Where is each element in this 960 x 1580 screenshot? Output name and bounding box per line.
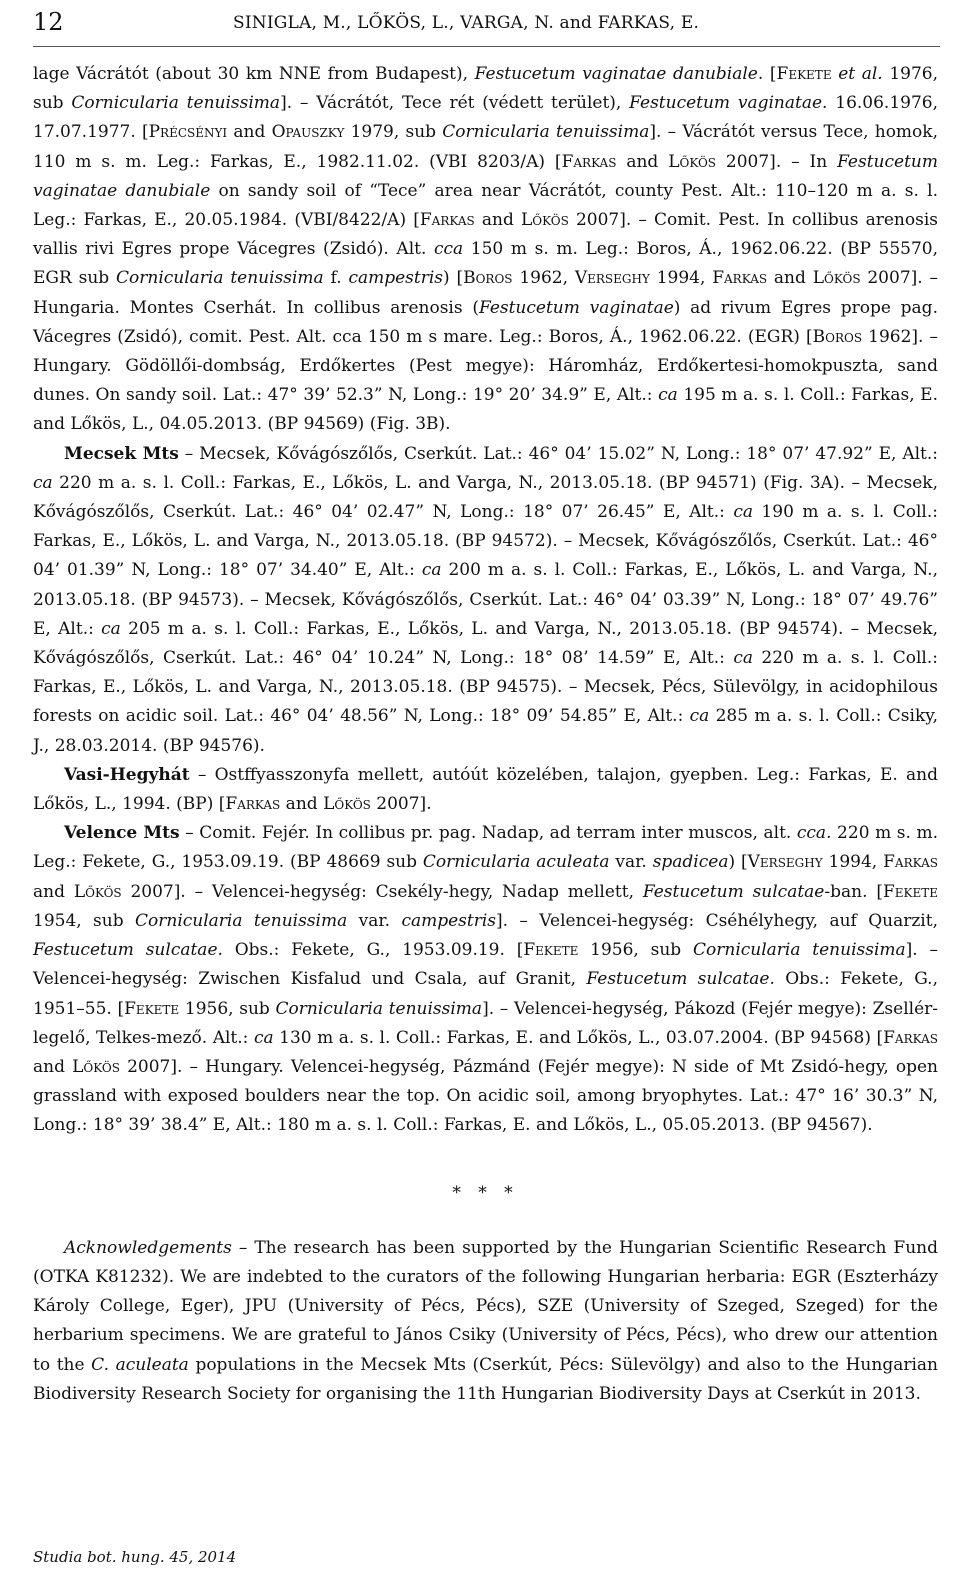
abbreviation: cca.: [796, 823, 832, 844]
text-run: ]. – Vácrátót versus Tece, homok, 110 m s. m. Leg.: Farkas, E., 1982.11.02. (VBI 8203/A) [: [33, 122, 938, 172]
paragraph-velence-mts: [33, 819, 938, 1140]
text-run: 205 m a. s. l. Coll.: Farkas, E., Lőkös, L. and Varga, N., 2013.05.18. (BP 94574). – Mecsek, Kővágószőlős, Cserkút. Lat.: 46° 04’ 10.24” N, Long.: 18° 08’ 14.59” E, Alt.:: [33, 618, 938, 669]
text-run: – Mecsek, Kővágószőlős, Cserkút. Lat.: 46° 04’ 15.02” N, Long.: 18° 07’ 47.92” E, Alt.:: [178, 443, 938, 464]
taxon-name: Cornicularia tenuissima: [693, 940, 906, 961]
taxon-name: Festucetum sulcatae: [642, 881, 825, 902]
text-run: 150 m s. m. Leg.: Boros, Á., 1962.06.22. (BP 55570, EGR sub: [33, 239, 938, 289]
citation-author: Farkas: [883, 1027, 939, 1048]
citation-author: Verseghy: [574, 268, 650, 289]
taxon-name: Cornicularia tenuissima: [116, 268, 324, 289]
text-run: ]. – Velencei-hegység: Cséhélyhegy, auf Quarzit,: [496, 910, 938, 931]
running-head: SINIGLA, M., LŐKÖS, L., VARGA, N. and FARKAS, E.: [233, 13, 700, 33]
abbreviation: ca: [253, 1027, 274, 1048]
citation-author: Précsényi: [148, 122, 228, 143]
text-run: 190 m a. s. l. Coll.: Farkas, E., Lőkös, L. and Varga, N., 2013.05.18. (BP 94572). – Mecsek, Kővágószőlős, Cserkút. Lat.: 46° 04’ 01.39” N, Long.: 18° 07’ 34.40” E, Alt.:: [33, 502, 938, 581]
taxon-name: Cornicularia aculeata: [422, 852, 610, 873]
text-run: populations in the Mecsek Mts (Cserkút, Pécs: Sülevölgy) and also to the Hungarian Biodiversity Research Society for organising the 11th Hungarian Biodiversity Days at Cserkút in 2013.: [33, 1354, 938, 1404]
citation-author: Lőkös: [812, 268, 861, 289]
text-run: ]. – Vácrátót, Tece rét (védett terület),: [280, 93, 630, 114]
region-heading: Velence Mts: [64, 823, 180, 844]
abbreviation: ca: [33, 472, 53, 493]
text-run: 2007]. – Hungaria. Montes Cserhát. In collibus arenosis (: [33, 268, 938, 318]
text-run: ) [: [728, 852, 748, 873]
taxon-name: C. aculeata: [91, 1354, 189, 1375]
section-separator: * * *: [452, 1182, 519, 1203]
abbreviation: ca: [101, 618, 121, 639]
text-run: and: [33, 881, 74, 902]
text-run: ]. – Velencei-hegység: Zwischen Kisfalud und Csala, auf Granit,: [33, 940, 939, 990]
text-run: ) [: [443, 268, 464, 289]
text-run: . [: [757, 64, 777, 84]
body-text: [33, 60, 938, 1409]
text-run: ]. – Velencei-hegység, Pákozd (Fejér megye): Zsellér-legelő, Telkes-mező. Alt.:: [33, 998, 939, 1048]
page-number: 12: [33, 8, 64, 36]
journal-footer: Studia bot. hung. 45, 2014: [33, 1548, 237, 1566]
citation-author: Fekete: [124, 998, 180, 1019]
paragraph-mecsek-mts: [33, 440, 938, 761]
citation-author: Lőkös: [73, 881, 122, 902]
text-run: 2007].: [370, 794, 432, 815]
text-run: Obs.: Fekete, G., 1953.09.19. [: [222, 940, 524, 961]
citation-author: Farkas: [561, 151, 617, 172]
text-run: 1994,: [649, 268, 713, 289]
citation-author: Verseghy: [747, 852, 823, 873]
text-run: 1962,: [512, 268, 575, 289]
text-run: – Comit. Fejér. In collibus pr. pag. Nadap, ad terram inter muscos, alt.: [179, 823, 797, 844]
text-run: and: [767, 268, 813, 289]
page-header: [33, 6, 940, 47]
region-heading: Mecsek Mts: [64, 443, 179, 464]
text-run: 2007]. – Velencei-hegység: Csekély-hegy, Nadap mellett,: [121, 881, 643, 902]
text-run: Obs.: Fekete, G., 1951–55. [: [33, 969, 938, 1019]
text-run: – Ostffyasszonyfa mellett, autóút közelében, talajon, gyepben. Leg.: Farkas, E. and Lőkös, L., 1994. (BP) [: [33, 764, 938, 815]
text-run: 1956, sub: [179, 998, 276, 1019]
taxon-name: Cornicularia tenuissima: [275, 998, 483, 1019]
taxon-name: Festucetum vaginatae danubiale: [33, 151, 938, 201]
taxon-name: campestris: [348, 268, 443, 289]
et-al: et al.: [838, 64, 883, 84]
text-run: 195 m a. s. l. Coll.: Farkas, E. and Lőkös, L., 04.05.2013. (BP 94569) (Fig. 3B).: [33, 385, 938, 435]
abbreviation: ca: [421, 560, 442, 581]
citation-author: Fekete: [882, 881, 939, 902]
abbreviation: cca: [434, 239, 464, 260]
citation-author: Farkas: [712, 268, 768, 289]
taxon-name: Festucetum vaginatae: [629, 93, 823, 114]
text-run: 2007]. – Comit. Pest. In collibus arenosis vallis rivi Egres prope Vácegres (Zsidó). Alt.: [33, 210, 938, 260]
abbreviation: ca: [733, 502, 753, 523]
text-run: 1976, sub: [33, 64, 938, 114]
text-run: and: [33, 1056, 73, 1077]
text-run: 1954, sub: [33, 910, 135, 931]
text-run: -ban. [: [824, 881, 883, 902]
text-run: 130 m a. s. l. Coll.: Farkas, E. and Lőkös, L., 03.07.2004. (BP 94568) [: [273, 1027, 884, 1048]
text-run: – The research has been supported by the Hungarian Scientific Research Fund (OTKA K81232). We are indebted to the curators of the following Hungarian herbaria: EGR (Eszterházy Károly College, Eger), JPU (University of Pécs, Pécs), SZE (University of Szeged, Szeged) for the herbarium specimens. We are grateful to János Csiky (University of Pécs, Pécs), who drew our attention to the: [33, 1237, 938, 1375]
citation-author: Lőkös: [323, 794, 371, 815]
acknowledgements-heading: Acknowledgements: [64, 1237, 232, 1258]
taxon-name: Festucetum vaginatae: [478, 297, 674, 318]
abbreviation: ca: [689, 706, 710, 727]
text-run: lage Vácrátót (about 30 km NNE from Budapest),: [33, 64, 475, 84]
citation-author: Lőkös: [520, 210, 569, 231]
citation-author: Farkas: [225, 794, 281, 815]
paragraph-cserhat-records: [33, 60, 938, 440]
citation-author: Lőkös: [72, 1056, 120, 1077]
text-run: and: [616, 151, 669, 172]
text-run: 220 m a. s. l. Coll.: Farkas, E., Lőkös, L. and Varga, N., 2013.05.18. (BP 94575). – Mecsek, Pécs, Sülevölgy, in acidophilous forests on acidic soil. Lat.: 46° 04’ 48.56” N, Long.: 18° 09’ 54.85” E, Alt.:: [33, 648, 938, 727]
paragraph-vasi-hegyhat: [33, 761, 938, 819]
text-run: 1962]. – Hungary. Gödöllői-dombság, Erdőkertes (Pest megye): Háromház, Erdőkertesi-homokpuszta, sand dunes. On sandy soil. Lat.: 47° 39’ 52.3” N, Long.: 19° 20’ 34.9” E, Alt.:: [33, 326, 939, 406]
taxon-name: Festucetum sulcatae.: [586, 969, 775, 990]
citation-author: Lőkös: [668, 151, 717, 172]
taxon-name: Festucetum vaginatae danubiale: [474, 64, 758, 84]
abbreviation: ca: [658, 385, 678, 406]
citation-author: Boros: [812, 326, 863, 347]
citation-author: Farkas: [419, 210, 475, 231]
text-run: 220 m a. s. l. Coll.: Farkas, E., Lőkös, L. and Varga, N., 2013.05.18. (BP 94571) (Fig. 3A). – Mecsek, Kővágószőlős, Cserkút. Lat.: 46° 04’ 02.47” N, Long.: 18° 07’ 26.45” E, Alt.:: [33, 472, 938, 523]
text-run: 220 m s. m. Leg.: Fekete, G., 1953.09.19. (BP 48669 sub: [33, 823, 939, 873]
text-run: on sandy soil of “Tece” area near Vácrátót, county Pest. Alt.: 110–120 m a. s. l. Leg.: Farkas, E., 20.05.1984. (VBI/8422/A) [: [33, 180, 938, 231]
text-run: . 16.06.1976, 17.07.1977. [: [33, 93, 939, 143]
taxon-name: Cornicularia tenuissima: [135, 910, 348, 931]
text-run: 285 m a. s. l. Coll.: Csiky, J., 28.03.2014. (BP 94576).: [33, 706, 938, 756]
citation-author: Fekete: [523, 940, 579, 961]
text-run: 1994,: [822, 852, 884, 873]
text-run: 1979, sub: [344, 122, 443, 143]
text-run: f.: [323, 268, 349, 289]
text-run: and: [280, 794, 324, 815]
text-run: 2007]. – Hungary. Velencei-hegység, Pázmánd (Fejér megye): N side of Mt Zsidó-hegy, open grassland with exposed boulders near the top. On acidic soil, among bryophytes. Lat.: 47° 16’ 30.3” N, Long.: 18° 39’ 38.4” E, Alt.: 180 m a. s. l. Coll.: Farkas, E. and Lőkös, L., 05.05.2013. (BP 94567).: [33, 1056, 938, 1136]
taxon-name: campestris: [401, 910, 496, 931]
text-run: and: [227, 122, 272, 143]
citation-author: Fekete: [776, 64, 832, 84]
citation-author: Farkas: [883, 852, 938, 873]
abbreviation: ca: [733, 648, 753, 669]
text-run: var.: [609, 852, 653, 873]
taxon-name: Cornicularia tenuissima: [442, 122, 650, 143]
taxon-name: Cornicularia tenuissima: [71, 93, 281, 114]
taxon-name: Festucetum sulcatae.: [33, 940, 223, 961]
text-run: 2007]. – In: [716, 151, 838, 172]
text-run: ) ad rivum Egres prope pag. Vácegres (Zsidó), comit. Pest. Alt. cca 150 m s mare. Leg.: Boros, Á., 1962.06.22. (EGR) [: [33, 297, 938, 347]
text-run: var.: [347, 910, 402, 931]
region-heading: Vasi-Hegyhát: [64, 764, 190, 785]
text-run: and: [474, 210, 521, 231]
citation-author: Opauszky: [271, 122, 345, 143]
citation-author: Boros: [463, 268, 513, 289]
text-run: 200 m a. s. l. Coll.: Farkas, E., Lőkös, L. and Varga, N., 2013.05.18. (BP 94573). – Mecsek, Kővágószőlős, Cserkút. Lat.: 46° 04’ 03.39” N, Long.: 18° 07’ 49.76” E, Alt.:: [33, 560, 938, 639]
taxon-name: spadicea: [652, 852, 729, 873]
text-run: 1956, sub: [578, 940, 693, 961]
paragraph-acknowledgements: [33, 1234, 938, 1409]
